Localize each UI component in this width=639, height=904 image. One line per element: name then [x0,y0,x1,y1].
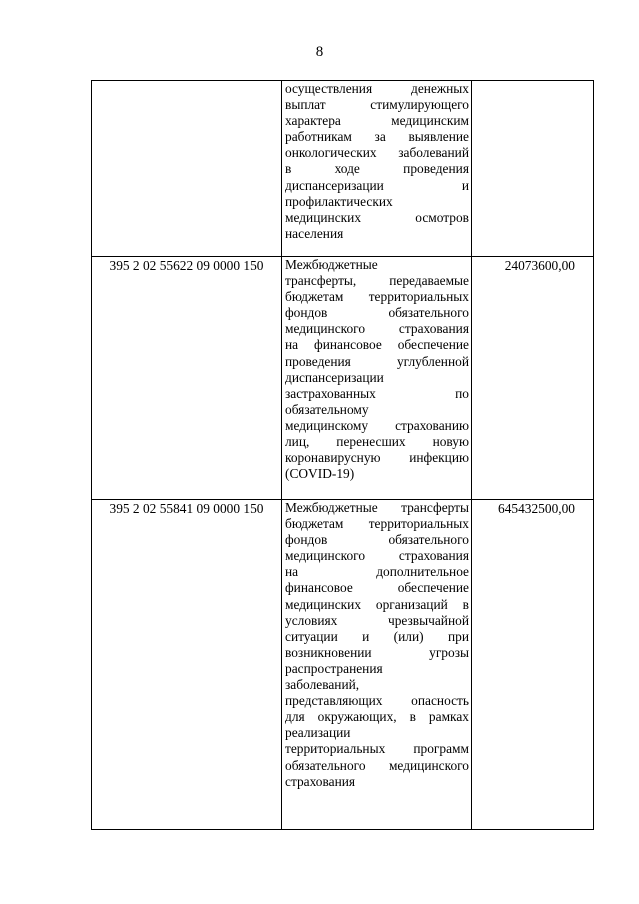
description-line: территориальных программ [285,741,469,757]
description-line: реализации [285,725,351,741]
description-line: Межбюджетные [285,257,378,272]
description-cell [282,500,472,830]
amount-cell: 24073600,00 [472,257,594,500]
description-line: заболеваний, [285,677,360,693]
description-line: осуществления денежных [285,81,469,96]
description-line: представляющих опасность [285,693,469,709]
description-line: характера медицинским [285,113,469,129]
description-line: медицинских осмотров [285,209,469,225]
budget-code-cell: 395 2 02 55622 09 0000 150 [92,257,282,500]
description-line: онкологических заболеваний [285,145,469,161]
description-line: коронавирусную инфекцию [285,450,469,466]
description-line: бюджетам территориальных [285,516,469,532]
description-line: фондов обязательного [285,532,469,548]
description-line: в ходе проведения [285,161,469,177]
description-line: медицинских организаций в [285,596,469,612]
description-line: обязательного медицинского [285,757,469,773]
description-line: медицинского страхования [285,548,469,564]
description-line: фондов обязательного [285,305,469,321]
description-line: для окружающих, в рамках [285,709,469,725]
description-line: застрахованных по [285,385,469,401]
description-line: ситуации и (или) при [285,628,469,644]
budget-code-cell: 395 2 02 55841 09 0000 150 [92,500,282,830]
description-line: условиях чрезвычайной [285,612,469,628]
description-line: Межбюджетные трансферты [285,500,469,515]
description-line: бюджетам территориальных [285,289,469,305]
description-line: обязательному [285,401,369,417]
amount-cell: 645432500,00 [472,500,594,830]
description-line: на дополнительное [285,564,469,580]
description-line: работникам за выявление [285,129,469,145]
table-row [92,257,594,500]
description-line: выплат стимулирующего [285,97,469,113]
description-line: финансовое обеспечение [285,580,469,596]
description-line: страхования [285,773,356,789]
amount-cell [472,81,594,257]
description-line: на финансовое обеспечение [285,337,469,353]
description-line: проведения углубленной [285,353,469,369]
budget-table [91,80,594,830]
description-line: лиц, перенесших новую [285,434,469,450]
description-line: медицинскому страхованию [285,417,469,433]
description-line: медицинского страхования [285,321,469,337]
table-row [92,81,594,257]
description-line: трансферты, передаваемые [285,273,469,289]
table-row [92,500,594,830]
page-number: 8 [315,44,324,60]
description-line: профилактических [285,193,393,209]
description-line: диспансеризации [285,369,384,385]
description-line: диспансеризации и [285,177,469,193]
budget-code-cell [92,81,282,257]
description-line: (COVID-19) [285,466,355,482]
description-line: населения [285,225,344,241]
description-line: распространения [285,660,383,676]
description-line: возникновении угрозы [285,644,469,660]
description-cell [282,81,472,257]
description-cell [282,257,472,500]
